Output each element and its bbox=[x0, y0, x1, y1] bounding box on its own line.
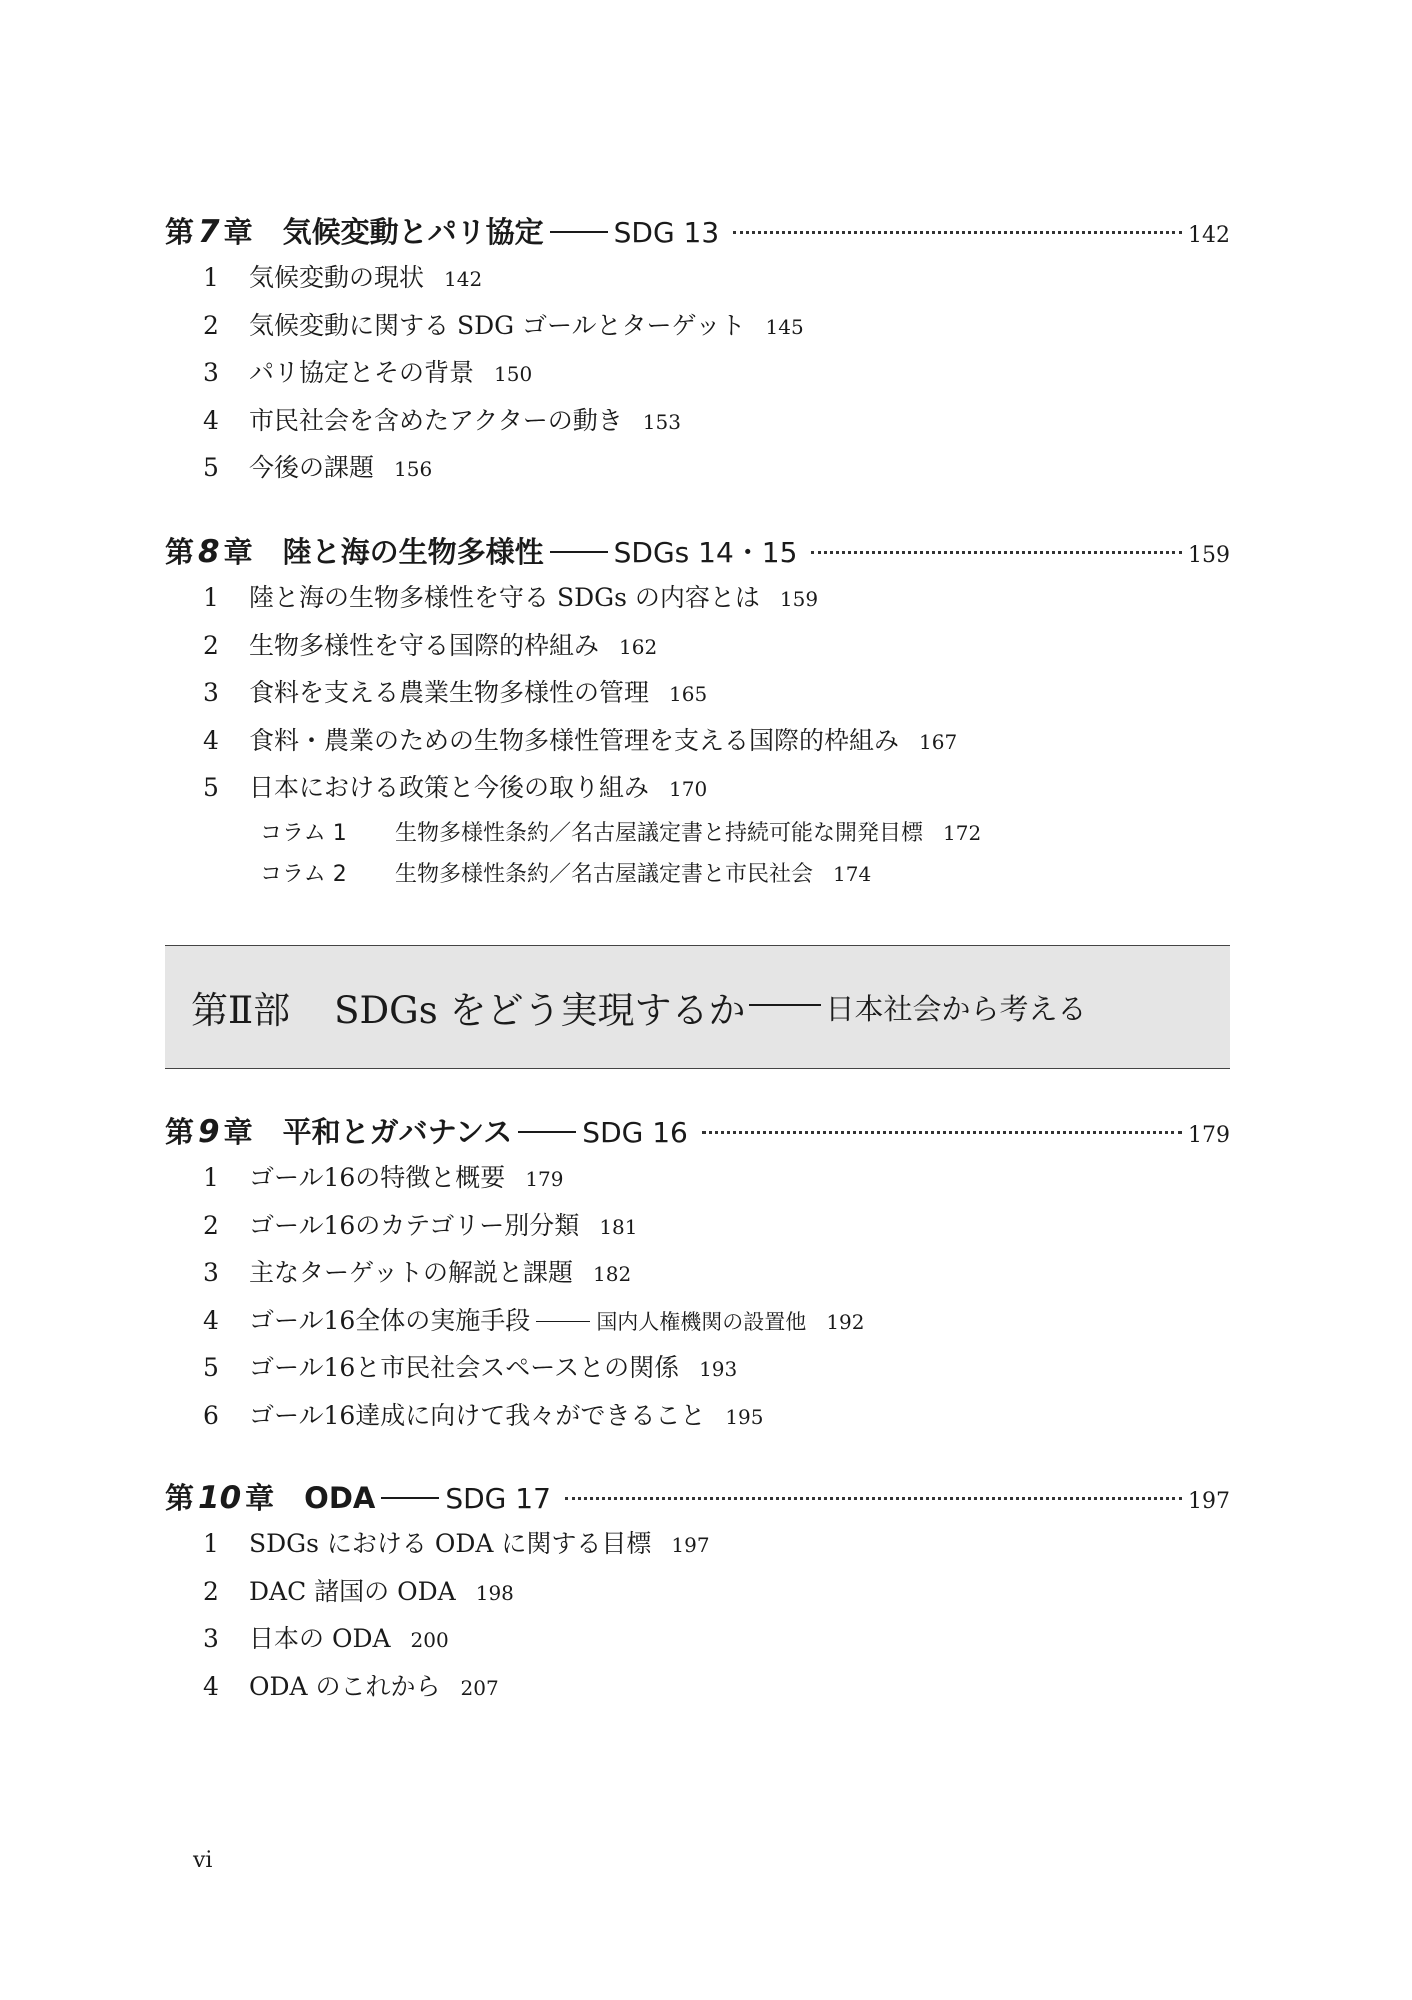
toc-column-entry[interactable] bbox=[165, 816, 1230, 857]
section-number: 5 bbox=[203, 1353, 219, 1382]
chapter-title: 平和とガバナンス bbox=[282, 1115, 513, 1149]
toc-section[interactable] bbox=[165, 1206, 1230, 1254]
em-dash bbox=[550, 551, 608, 553]
column-title: 生物多様性条約／名古屋議定書と市民社会 bbox=[395, 861, 814, 887]
chapter-prefix: 第 bbox=[165, 535, 195, 569]
section-number: 1 bbox=[203, 263, 219, 292]
part-label: 第Ⅱ部 bbox=[191, 989, 291, 1032]
chapter-prefix: 第 bbox=[165, 215, 195, 249]
section-page: 162 bbox=[619, 634, 658, 659]
section-title: 気候変動の現状 bbox=[249, 263, 425, 292]
toc-section[interactable] bbox=[165, 1348, 1230, 1396]
toc-section[interactable] bbox=[165, 1158, 1230, 1206]
toc-section[interactable] bbox=[165, 401, 1230, 449]
section-title: ゴール16の特徴と概要 bbox=[249, 1163, 506, 1192]
section-page: 165 bbox=[669, 682, 708, 706]
leader-dots bbox=[811, 551, 1182, 554]
toc-section[interactable] bbox=[165, 258, 1230, 306]
section-note: 国内人権機関の設置他 bbox=[596, 1309, 807, 1334]
section-number: 4 bbox=[203, 1305, 219, 1335]
page-number: vi bbox=[193, 1848, 213, 1873]
chapter-9 bbox=[165, 1110, 1230, 1443]
section-title: 食料・農業のための生物多様性管理を支える国際的枠組み bbox=[249, 725, 900, 755]
toc-section[interactable] bbox=[165, 1572, 1230, 1620]
leader-dots bbox=[702, 1131, 1182, 1134]
toc-section[interactable] bbox=[165, 721, 1230, 769]
chapter-suffix: 章 bbox=[223, 215, 253, 249]
toc-section[interactable] bbox=[165, 306, 1230, 354]
chapter-number bbox=[165, 210, 253, 251]
chapter-page: 179 bbox=[1188, 1123, 1230, 1148]
toc-section[interactable] bbox=[165, 1301, 1230, 1349]
section-title: ゴール16のカテゴリー別分類 bbox=[249, 1210, 580, 1240]
section-title: DAC 諸国の ODA bbox=[249, 1576, 456, 1606]
chapter-number-value: 9 bbox=[198, 1114, 220, 1150]
section-page: 192 bbox=[826, 1309, 865, 1334]
toc-section[interactable] bbox=[165, 1396, 1230, 1444]
chapter-prefix: 第 bbox=[165, 1481, 195, 1515]
chapter-number-value: 7 bbox=[198, 214, 220, 250]
toc-section[interactable] bbox=[165, 353, 1230, 401]
leader-dots bbox=[565, 1497, 1182, 1500]
section-page: 142 bbox=[444, 267, 483, 291]
chapter-title: ODA bbox=[304, 1481, 376, 1515]
section-number: 5 bbox=[203, 453, 219, 482]
section-page: 153 bbox=[642, 409, 681, 434]
column-page: 174 bbox=[833, 861, 872, 886]
column-label: コラム 2 bbox=[260, 861, 347, 887]
chapter-heading[interactable] bbox=[165, 530, 1230, 578]
chapter-title: 気候変動とパリ協定 bbox=[282, 215, 544, 249]
chapter-heading[interactable] bbox=[165, 210, 1230, 258]
chapter-number bbox=[165, 530, 253, 571]
chapter-suffix: 章 bbox=[223, 535, 253, 569]
section-number: 6 bbox=[203, 1400, 219, 1430]
chapter-sdg: SDG 17 bbox=[445, 1482, 551, 1515]
toc-section[interactable] bbox=[165, 1619, 1230, 1667]
section-number: 1 bbox=[203, 583, 219, 612]
chapter-suffix: 章 bbox=[223, 1115, 253, 1149]
section-page: 195 bbox=[725, 1404, 764, 1429]
section-title: 日本の ODA bbox=[249, 1624, 391, 1653]
column-page: 172 bbox=[943, 820, 982, 845]
chapter-sdg: SDG 16 bbox=[582, 1116, 688, 1149]
chapter-page: 197 bbox=[1188, 1489, 1230, 1514]
part-subtitle: 日本社会から考える bbox=[825, 991, 1087, 1026]
section-page: 182 bbox=[593, 1262, 632, 1286]
section-page: 198 bbox=[475, 1580, 514, 1605]
section-title: 今後の課題 bbox=[249, 453, 375, 482]
section-page: 167 bbox=[919, 729, 958, 754]
part-title: SDGs をどう実現するか bbox=[334, 989, 746, 1032]
chapter-sdg: SDGs 14・15 bbox=[613, 536, 798, 569]
section-number: 3 bbox=[203, 1258, 219, 1287]
section-title: 陸と海の生物多様性を守る SDGs の内容とは bbox=[249, 583, 760, 612]
section-title: 市民社会を含めたアクターの動き bbox=[249, 405, 623, 435]
toc-column-entry[interactable] bbox=[165, 857, 1230, 898]
toc-section[interactable] bbox=[165, 673, 1230, 721]
section-number: 4 bbox=[203, 405, 219, 435]
section-number: 1 bbox=[203, 1163, 219, 1192]
toc-section[interactable] bbox=[165, 1667, 1230, 1715]
section-number: 5 bbox=[203, 773, 219, 802]
section-title: 日本における政策と今後の取り組み bbox=[249, 773, 650, 802]
em-dash bbox=[749, 1004, 821, 1006]
section-number: 2 bbox=[203, 1210, 219, 1240]
section-page: 159 bbox=[779, 587, 819, 611]
em-dash bbox=[518, 1131, 576, 1133]
column-title: 生物多様性条約／名古屋議定書と持続可能な開発目標 bbox=[395, 820, 924, 846]
em-dash bbox=[381, 1497, 439, 1499]
chapter-number bbox=[165, 1476, 274, 1517]
section-number: 2 bbox=[203, 310, 219, 340]
section-title: パリ協定とその背景 bbox=[249, 358, 475, 387]
section-page: 179 bbox=[525, 1167, 564, 1191]
section-page: 207 bbox=[460, 1675, 499, 1700]
toc-section[interactable] bbox=[165, 626, 1230, 674]
part-heading-box[interactable] bbox=[165, 945, 1230, 1069]
section-number: 2 bbox=[203, 1576, 219, 1606]
section-page: 156 bbox=[394, 457, 433, 481]
leader-dots bbox=[733, 231, 1182, 234]
chapter-page: 142 bbox=[1188, 223, 1230, 248]
toc-section[interactable] bbox=[165, 578, 1230, 626]
column-label: コラム 1 bbox=[260, 820, 347, 846]
chapter-number-value: 8 bbox=[198, 534, 220, 570]
section-number: 4 bbox=[203, 1671, 219, 1701]
chapter-number-value: 10 bbox=[198, 1480, 242, 1516]
em-dash bbox=[536, 1321, 590, 1322]
section-title: ゴール16全体の実施手段 bbox=[249, 1305, 531, 1335]
section-number: 4 bbox=[203, 725, 219, 755]
toc-section[interactable] bbox=[165, 448, 1230, 496]
chapter-7 bbox=[165, 210, 1230, 496]
chapter-heading[interactable] bbox=[165, 1110, 1230, 1158]
chapter-suffix: 章 bbox=[245, 1481, 275, 1515]
section-title: ODA のこれから bbox=[249, 1671, 441, 1701]
section-number: 1 bbox=[203, 1529, 219, 1558]
section-page: 145 bbox=[765, 314, 804, 339]
toc-section[interactable] bbox=[165, 1253, 1230, 1301]
chapter-heading[interactable] bbox=[165, 1476, 1230, 1524]
toc-section[interactable] bbox=[165, 1524, 1230, 1572]
section-number: 3 bbox=[203, 678, 219, 707]
section-page: 197 bbox=[671, 1533, 710, 1557]
chapter-number bbox=[165, 1110, 253, 1151]
section-title: 食料を支える農業生物多様性の管理 bbox=[249, 678, 650, 707]
chapter-prefix: 第 bbox=[165, 1115, 195, 1149]
section-title: ゴール16と市民社会スペースとの関係 bbox=[249, 1353, 680, 1382]
section-page: 181 bbox=[599, 1214, 638, 1239]
section-number: 2 bbox=[203, 630, 219, 660]
em-dash bbox=[550, 231, 608, 233]
section-page: 170 bbox=[669, 777, 708, 801]
section-title: ゴール16達成に向けて我々ができること bbox=[249, 1400, 706, 1430]
chapter-10 bbox=[165, 1476, 1230, 1714]
section-page: 200 bbox=[410, 1628, 449, 1652]
chapter-8 bbox=[165, 530, 1230, 898]
section-title: 主なターゲットの解説と課題 bbox=[249, 1258, 574, 1287]
section-number: 3 bbox=[203, 1624, 219, 1653]
chapter-title: 陸と海の生物多様性 bbox=[282, 535, 544, 569]
section-page: 150 bbox=[494, 362, 533, 386]
section-title: SDGs における ODA に関する目標 bbox=[249, 1529, 652, 1558]
section-page: 193 bbox=[699, 1357, 738, 1381]
chapter-page: 159 bbox=[1188, 543, 1230, 568]
section-number: 3 bbox=[203, 358, 219, 387]
section-title: 生物多様性を守る国際的枠組み bbox=[249, 630, 600, 660]
toc-section[interactable] bbox=[165, 768, 1230, 816]
chapter-sdg: SDG 13 bbox=[613, 216, 720, 249]
section-title: 気候変動に関する SDG ゴールとターゲット bbox=[249, 310, 746, 340]
